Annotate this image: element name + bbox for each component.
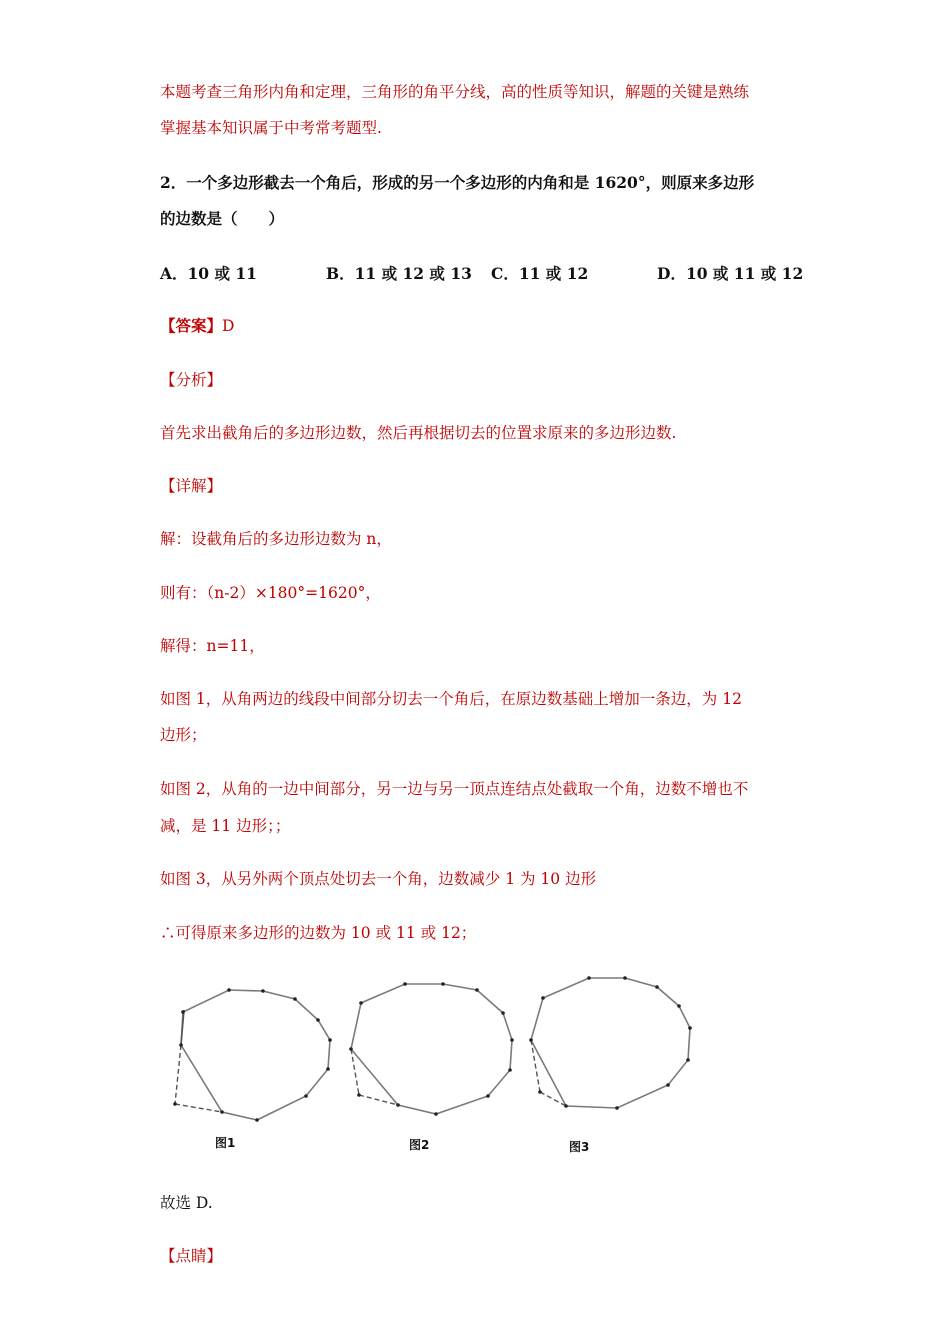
figure-1-vertices [173,988,332,1122]
intro-line-1: 本题考查三角形内角和定理，三角形的角平分线，高的性质等知识，解题的关键是熟练 [160,83,750,101]
option-a: A．10 或 11 [160,264,257,283]
figure-1-cut-line-a [175,1045,181,1104]
figure-2-vertices [349,982,514,1116]
comment-label: 【点睛】 [160,1247,223,1265]
figure-2-caption: 图2 [409,1138,430,1152]
question-line-1: 2．一个多边形截去一个角后，形成的另一个多边形的内角和是 1620°，则原来多边形 [160,173,755,192]
fig2-explain-line-2: 减，是 11 边形；； [160,817,291,835]
answer-label: 【答案】 [160,316,223,335]
fig3-explain-line: 如图 3，从另外两个顶点处切去一个角，边数减少 1 为 10 边形 [160,870,597,888]
figure-3-polygon [529,976,692,1110]
fig1-explain-line-1: 如图 1，从角两边的线段中间部分切去一个角后，在原边数基础上增加一条边，为 12 [160,690,742,708]
fig2-explain-line-1: 如图 2，从角的一边中间部分，另一边与另一顶点连结点处截取一个角，边数不增也不 [160,780,749,798]
figure-2-polygon [349,982,514,1116]
question-line-2: 的边数是（ ） [160,209,285,228]
figure-2-cut-line-b [359,1095,398,1105]
figure-1-cut-line-b [175,1104,222,1112]
figure-1-caption: 图1 [215,1136,236,1150]
analysis-label: 【分析】 [160,371,223,389]
solve-line-1: 解：设截角后的多边形边数为 n， [160,530,392,548]
option-d: D．10 或 11 或 12 [657,264,804,283]
analysis-text: 首先求出截角后的多边形边数，然后再根据切去的位置求原来的多边形边数. [160,424,677,442]
figure-3-caption: 图3 [569,1140,590,1154]
option-c: C．11 或 12 [491,264,589,283]
figure-1-polygon [173,988,332,1122]
fig1-explain-line-2: 边形； [160,726,207,744]
intro-line-2: 掌握基本知识属于中考常考题型. [160,119,382,137]
answer-value: D [222,317,235,335]
final-answer: 故选 D. [160,1194,213,1212]
detail-label: 【详解】 [160,477,223,495]
conclusion-line: ∴可得原来多边形的边数为 10 或 11 或 12； [160,924,477,942]
solve-line-3: 解得：n=11， [160,637,265,655]
solve-line-2: 则有：（n-2）×180°=1620°， [160,584,381,602]
option-b: B．11 或 12 或 13 [326,264,472,283]
